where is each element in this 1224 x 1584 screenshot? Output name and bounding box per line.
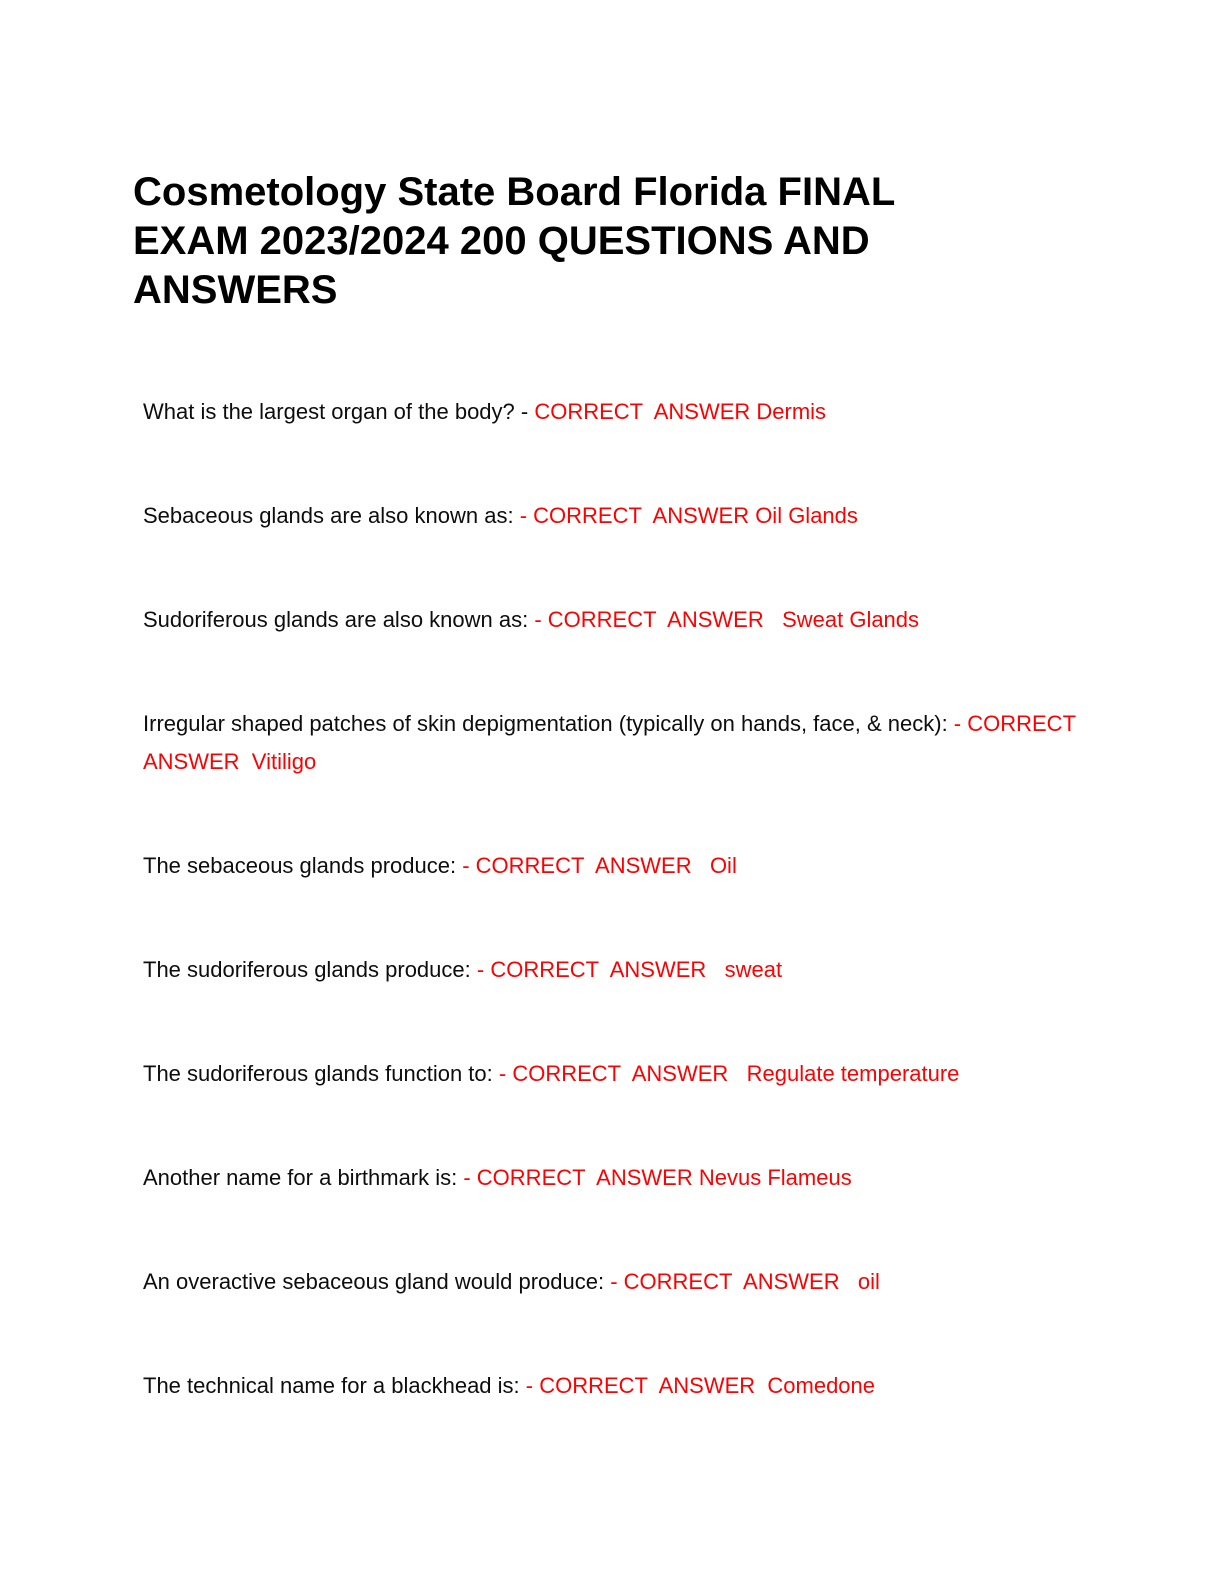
question-item: [143, 951, 1088, 989]
answer-text: - CORRECT ANSWER Comedone: [525, 1373, 876, 1398]
question-text: Sudoriferous glands are also known as:: [143, 607, 535, 632]
question-text: Sebaceous glands are also known as:: [143, 503, 520, 528]
question-text: The sudoriferous glands function to:: [143, 1061, 499, 1086]
title-line: EXAM 2023/2024 200 QUESTIONS AND: [133, 219, 870, 263]
question-text: Irregular shaped patches of skin depigmentation (typically on hands, face, & neck):: [143, 711, 954, 736]
answer-text: - CORRECT ANSWER Regulate temperature: [498, 1061, 960, 1086]
answer-text: - CORRECT ANSWER Vitiligo: [143, 711, 1087, 774]
question-text: An overactive sebaceous gland would produce:: [143, 1269, 611, 1294]
question-item: [143, 705, 1088, 781]
question-text: The technical name for a blackhead is:: [143, 1373, 526, 1398]
answer-text: - CORRECT ANSWER Nevus Flameus: [463, 1165, 852, 1190]
question-item: [143, 1055, 1088, 1093]
answer-text: - CORRECT ANSWER Oil Glands: [519, 503, 858, 528]
question-text: What is the largest organ of the body? -: [143, 399, 535, 424]
answer-text: - CORRECT ANSWER Oil: [462, 853, 737, 878]
page-title: [0, 0, 1224, 315]
answer-text: CORRECT ANSWER Dermis: [534, 399, 827, 424]
question-item: [143, 393, 1088, 431]
question-text: The sebaceous glands produce:: [143, 853, 463, 878]
question-item: [143, 1159, 1088, 1197]
answer-text: - CORRECT ANSWER sweat: [476, 957, 783, 982]
question-item: [143, 601, 1088, 639]
question-item: [143, 1367, 1088, 1405]
question-item: [143, 1263, 1088, 1301]
question-item: [143, 847, 1088, 885]
answer-text: - CORRECT ANSWER oil: [610, 1269, 880, 1294]
question-item: [143, 497, 1088, 535]
answer-text: - CORRECT ANSWER Sweat Glands: [534, 607, 920, 632]
title-line: ANSWERS: [133, 268, 338, 312]
question-text: Another name for a birthmark is:: [143, 1165, 464, 1190]
title-line: Cosmetology State Board Florida FINAL: [133, 170, 896, 214]
question-text: The sudoriferous glands produce:: [143, 957, 477, 982]
question-list: [143, 393, 1088, 1405]
